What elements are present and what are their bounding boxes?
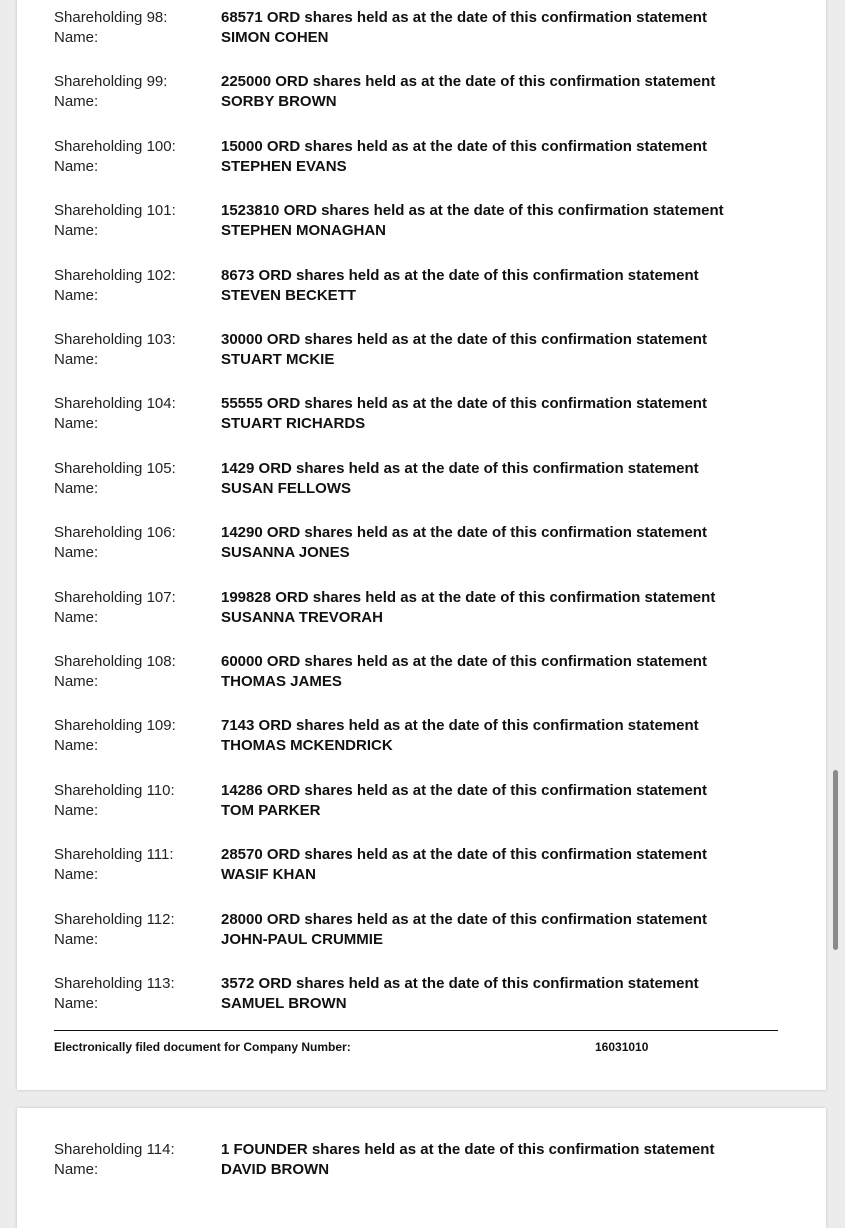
shareholding-label: Shareholding 110: — [54, 781, 175, 799]
shareholding-entry — [54, 137, 794, 181]
scrollbar-thumb[interactable] — [833, 770, 838, 950]
shareholding-entry — [54, 201, 794, 245]
shareholding-entry — [54, 330, 794, 374]
shareholding-description: 1523810 ORD shares held as at the date of this confirmation statement — [221, 202, 724, 220]
shareholding-label: Shareholding 103: — [54, 331, 176, 348]
name-label: Name: — [54, 351, 99, 368]
shareholder-name: DAVID BROWN — [221, 1161, 330, 1178]
name-label: Name: — [54, 93, 99, 111]
shareholding-label: Shareholding 108: — [54, 653, 176, 670]
shareholding-description: 1 FOUNDER shares held as at the date of this confirmation statement — [221, 1141, 715, 1158]
shareholder-name: SUSANNA JONES — [221, 544, 350, 562]
shareholding-label: Shareholding 109: — [54, 717, 176, 735]
shareholding-description: 14286 ORD shares held as at the date of this confirmation statement — [221, 781, 707, 799]
shareholding-label: Shareholding 98: — [54, 9, 168, 26]
shareholder-name: WASIF KHAN — [221, 866, 316, 884]
shareholding-label: Shareholding 111: — [54, 846, 174, 864]
shareholding-label: Shareholding 102: — [54, 266, 176, 284]
shareholder-name: STUART RICHARDS — [221, 415, 366, 433]
shareholder-name: SAMUEL BROWN — [221, 995, 347, 1012]
shareholding-description: 28000 ORD shares held as at the date of this confirmation statement — [221, 910, 707, 928]
shareholding-label: Shareholding 99: — [54, 73, 168, 91]
shareholding-label: Shareholding 105: — [54, 459, 176, 477]
name-label: Name: — [54, 222, 99, 240]
name-label: Name: — [54, 930, 99, 948]
shareholding-description: 14290 ORD shares held as at the date of this confirmation statement — [221, 524, 707, 542]
shareholding-entry — [54, 716, 794, 760]
shareholder-name: THOMAS JAMES — [221, 673, 342, 690]
shareholding-entry — [54, 652, 794, 696]
name-label: Name: — [54, 544, 99, 562]
name-label: Name: — [54, 286, 99, 304]
shareholding-entry — [54, 588, 794, 632]
name-label: Name: — [54, 157, 99, 175]
shareholder-name: THOMAS MCKENDRICK — [221, 737, 393, 755]
shareholder-name: JOHN-PAUL CRUMMIE — [221, 930, 383, 948]
document-page-1 — [17, 0, 826, 1090]
shareholding-description: 60000 ORD shares held as at the date of this confirmation statement — [221, 653, 707, 670]
name-label: Name: — [54, 673, 99, 690]
footer-label: Electronically filed document for Company Number: — [54, 1040, 351, 1054]
name-label: Name: — [54, 29, 99, 46]
shareholding-entry — [54, 8, 794, 52]
shareholding-label: Shareholding 101: — [54, 202, 176, 220]
shareholding-description: 8673 ORD shares held as at the date of this confirmation statement — [221, 266, 699, 284]
shareholding-description: 28570 ORD shares held as at the date of this confirmation statement — [221, 846, 707, 864]
name-label: Name: — [54, 866, 99, 884]
shareholding-entry — [54, 459, 794, 503]
shareholding-description: 225000 ORD shares held as at the date of this confirmation statement — [221, 73, 716, 91]
shareholding-entry — [54, 394, 794, 438]
shareholder-name: SUSANNA TREVORAH — [221, 608, 383, 626]
company-number: 16031010 — [595, 1040, 649, 1054]
footer-divider — [54, 1030, 778, 1031]
shareholder-name: SORBY BROWN — [221, 93, 337, 111]
shareholding-description: 30000 ORD shares held as at the date of this confirmation statement — [221, 331, 707, 348]
shareholding-description: 15000 ORD shares held as at the date of this confirmation statement — [221, 137, 707, 155]
shareholding-entry — [54, 845, 794, 889]
name-label: Name: — [54, 1161, 99, 1178]
name-label: Name: — [54, 801, 99, 819]
shareholding-label: Shareholding 100: — [54, 137, 176, 155]
shareholding-entry — [54, 266, 794, 310]
shareholding-entry — [54, 910, 794, 954]
shareholding-label: Shareholding 106: — [54, 524, 176, 542]
name-label: Name: — [54, 479, 99, 497]
shareholding-description: 1429 ORD shares held as at the date of this confirmation statement — [221, 459, 699, 477]
shareholder-name: STEPHEN MONAGHAN — [221, 222, 387, 240]
shareholder-name: STUART MCKIE — [221, 351, 335, 368]
shareholding-description: 199828 ORD shares held as at the date of this confirmation statement — [221, 588, 716, 606]
name-label: Name: — [54, 995, 99, 1012]
name-label: Name: — [54, 608, 99, 626]
shareholding-label: Shareholding 114: — [54, 1141, 175, 1158]
shareholding-description: 3572 ORD shares held as at the date of this confirmation statement — [221, 975, 699, 992]
shareholding-entry — [54, 974, 794, 1018]
shareholding-entry — [54, 781, 794, 825]
shareholding-label: Shareholding 107: — [54, 588, 176, 606]
shareholding-description: 68571 ORD shares held as at the date of this confirmation statement — [221, 9, 707, 26]
shareholder-name: SIMON COHEN — [221, 29, 329, 46]
name-label: Name: — [54, 415, 99, 433]
shareholding-entry — [54, 523, 794, 567]
shareholder-name: SUSAN FELLOWS — [221, 479, 351, 497]
name-label: Name: — [54, 737, 99, 755]
shareholder-name: TOM PARKER — [221, 801, 321, 819]
shareholding-description: 7143 ORD shares held as at the date of this confirmation statement — [221, 717, 699, 735]
shareholder-name: STEVEN BECKETT — [221, 286, 357, 304]
shareholding-description: 55555 ORD shares held as at the date of this confirmation statement — [221, 395, 707, 413]
shareholding-label: Shareholding 112: — [54, 910, 175, 928]
document-page-2 — [17, 1108, 826, 1228]
shareholding-label: Shareholding 113: — [54, 975, 175, 992]
shareholding-label: Shareholding 104: — [54, 395, 176, 413]
shareholding-entry — [54, 72, 794, 116]
shareholder-name: STEPHEN EVANS — [221, 157, 347, 175]
shareholding-entry — [54, 1140, 794, 1184]
